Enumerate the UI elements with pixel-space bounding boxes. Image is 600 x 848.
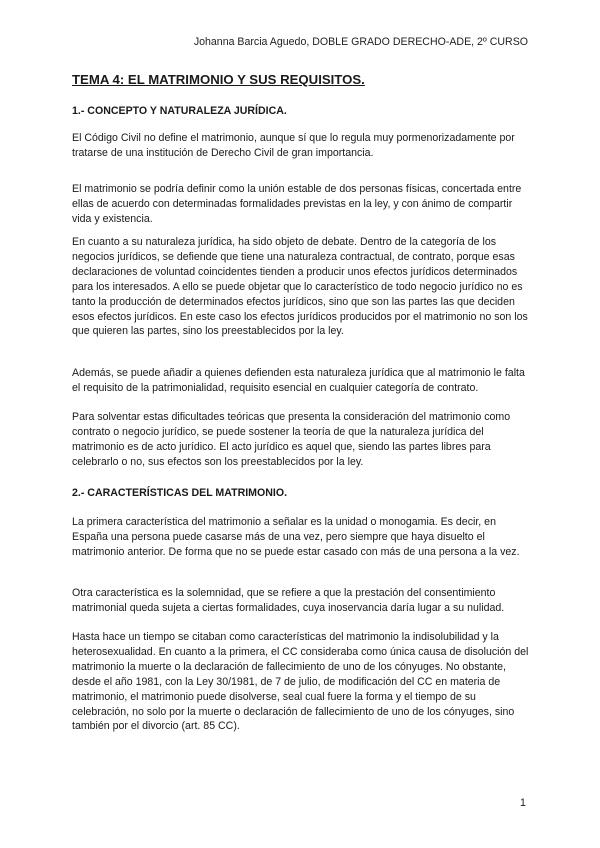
paragraph: La primera característica del matrimonio a señalar es la unidad o monogamia. Es decir, en España una persona puede casarse más de una vez, pero siempre que haya disuelto el matrimonio anterior. De forma que no se puede estar casado con más de una persona a la vez. bbox=[72, 516, 520, 558]
document-title: TEMA 4: EL MATRIMONIO Y SUS REQUISITOS. bbox=[72, 72, 365, 87]
section-heading: 2.- CARACTERÍSTICAS DEL MATRIMONIO. bbox=[72, 487, 288, 499]
paragraph: El matrimonio se podría definir como la unión estable de dos personas físicas, concertada entre ellas de acuerdo con determinadas formalidades previstas en la ley, y con ánimo de compartir vida y existencia. bbox=[72, 183, 522, 225]
paragraph: El Código Civil no define el matrimonio, aunque sí que lo regula muy pormenorizadamente por tratarse de una institución de Derecho Civil de gran importancia. bbox=[72, 132, 515, 159]
running-header: Johanna Barcia Aguedo, DOBLE GRADO DERECHO-ADE, 2º CURSO bbox=[193, 36, 528, 48]
paragraph: Otra característica es la solemnidad, que se refiere a que la prestación del consentimiento matrimonial queda sujeta a ciertas formalidades, cuya inoservancia daría lugar a su nulidad. bbox=[72, 587, 505, 614]
paragraph: Para solventar estas dificultades teóricas que presenta la consideración del matrimonio como contrato o negocio jurídico, se puede sostener la teoría de que la naturaleza jurídica del matrimonio es de acto jurídico. El acto jurídico es aquel que, siendo las partes libres para celebrarlo o no, sus efectos son los preestablecidos por la ley. bbox=[72, 411, 511, 468]
page-number: 1 bbox=[520, 797, 526, 809]
paragraph: Hasta hace un tiempo se citaban como características del matrimonio la indisolubilidad y la heterosexualidad. En cuanto a la primera, el CC consideraba como única causa de disolución del matrimonio la muerte o la declaración de fallecimiento de uno de los cónyuges. No obstante, desde el año 1981, con la Ley 30/1981, de 7 de julio, de modificación del CC en materia de matrimonio, el matrimonio puede disolverse, seal cual fuere la forma y el tiempo de su celebración, no solo por la muerte o declaración de fallecimiento de uno de los cónyuges, sino también por el divorcio (art. 85 CC). bbox=[72, 631, 529, 733]
paragraph: Además, se puede añadir a quienes defienden esta naturaleza jurídica que al matrimonio le falta el requisito de la patrimonialidad, requisito esencial en cualquier categoría de contrato. bbox=[72, 367, 525, 394]
section-heading: 1.- CONCEPTO Y NATURALEZA JURÍDICA. bbox=[72, 105, 287, 117]
paragraph: En cuanto a su naturaleza jurídica, ha sido objeto de debate. Dentro de la categoría de los negocios jurídicos, se defiende que tiene una naturaleza contractual, de contrato, porque esas declaraciones de voluntad coincidentes tienden a producir unos efectos jurídicos determinados para los interesados. A ello se puede objetar que lo característico de todo negocio jurídico no es tanto la producción de determinados efectos jurídicos, sino que son las partes las que deciden esos efectos jurídicos. En este caso los efectos jurídicos producidos por el matrimonio no son los que quieren las partes, sino los preestablecidos por la ley. bbox=[72, 236, 528, 338]
